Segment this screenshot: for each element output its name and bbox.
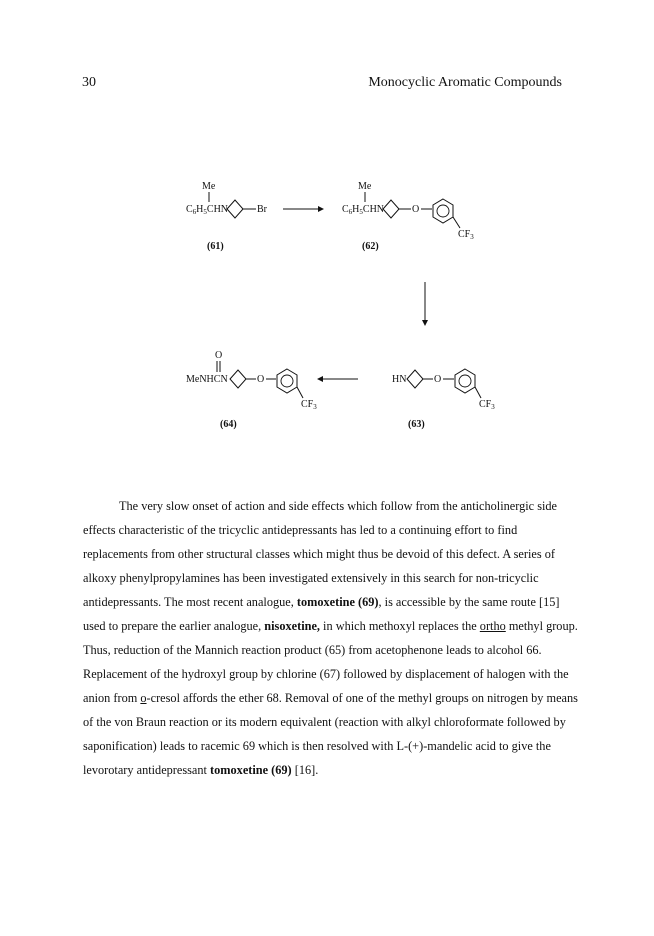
structure-63 xyxy=(392,369,495,430)
compound-label-61: (61) xyxy=(207,241,224,252)
azetidine-ring xyxy=(407,370,423,388)
azetidine-ring xyxy=(230,370,246,388)
benzylamine-label: $C_6H_5CHN$ xyxy=(186,204,229,216)
oxygen-label: O xyxy=(257,374,265,385)
compound-label-64: (64) xyxy=(220,419,237,430)
text-segment: -cresol affords the ether 68. Removal of one of the methyl groups on nitrogen by means of the von Braun reaction or its modern equivalent (reaction with alkyl chloroformate followed by saponification) leads to racemic 69 which is then resolved with L-(+)-mandelic acid to give the levorotary antidepressant xyxy=(83,691,578,777)
trifluoromethyl-label: $CF_3$ xyxy=(479,399,495,411)
ortho-prefix: o xyxy=(140,691,147,705)
body-paragraph xyxy=(83,494,583,782)
reaction-scheme xyxy=(0,0,654,460)
compound-label-63: (63) xyxy=(408,419,425,430)
text-segment: methyl group. Thus, reduction of the Mannich reaction product (65) from acetophenone leads to alcohol 66. Replacement of the hydroxyl group by chlorine (67) followed by displacement of halogen with the anion from xyxy=(83,619,578,705)
benzene-ring xyxy=(433,199,453,223)
benzene-ring xyxy=(455,369,475,393)
compound-name-tomoxetine: tomoxetine (69) xyxy=(210,763,292,777)
text-segment: [16]. xyxy=(291,763,319,777)
amine-label: HN xyxy=(392,374,407,385)
benzylamine-label: $C_6H_5CHN$ xyxy=(342,204,385,216)
trifluoromethyl-label: $CF_3$ xyxy=(458,229,474,241)
compound-name-nisoxetine: nisoxetine, xyxy=(264,619,320,633)
trifluoromethyl-label: $CF_3$ xyxy=(301,399,317,411)
urea-label: MeNHCN xyxy=(186,374,228,385)
text-segment: in which methoxyl replaces the xyxy=(319,619,480,633)
compound-label-62: (62) xyxy=(362,241,379,252)
compound-name-tomoxetine: tomoxetine (69) xyxy=(296,595,379,609)
bromine-label: Br xyxy=(257,204,267,215)
azetidine-ring xyxy=(227,200,243,218)
structure-61 xyxy=(186,181,268,252)
benzene-ring xyxy=(277,369,297,393)
carbonyl-oxygen-label: O xyxy=(215,350,223,361)
oxygen-label: O xyxy=(434,374,442,385)
structure-64 xyxy=(186,350,317,430)
oxygen-label: O xyxy=(412,204,420,215)
azetidine-ring xyxy=(383,200,399,218)
ortho-term: ortho xyxy=(479,619,506,633)
structure-62 xyxy=(342,181,474,252)
methyl-label: Me xyxy=(358,181,372,192)
text-segment: The very slow onset of action and side effects which follow from the anticholinergic side effects characteristic of the tricyclic antidepressants has led to a continuing effort to find replacements from other structural classes which might thus be devoid of this defect. A series of alkoxy phenylpropylamines has been investigated extensively in this search for non-tricyclic antidepressants. The most recent analogue, xyxy=(83,499,558,609)
page-number: 30 xyxy=(82,75,96,90)
running-header: Monocyclic Aromatic Compounds xyxy=(368,75,562,90)
text-segment: , is accessible by the same route [15] used to prepare the earlier analogue, xyxy=(83,595,560,633)
methyl-label: Me xyxy=(202,181,216,192)
